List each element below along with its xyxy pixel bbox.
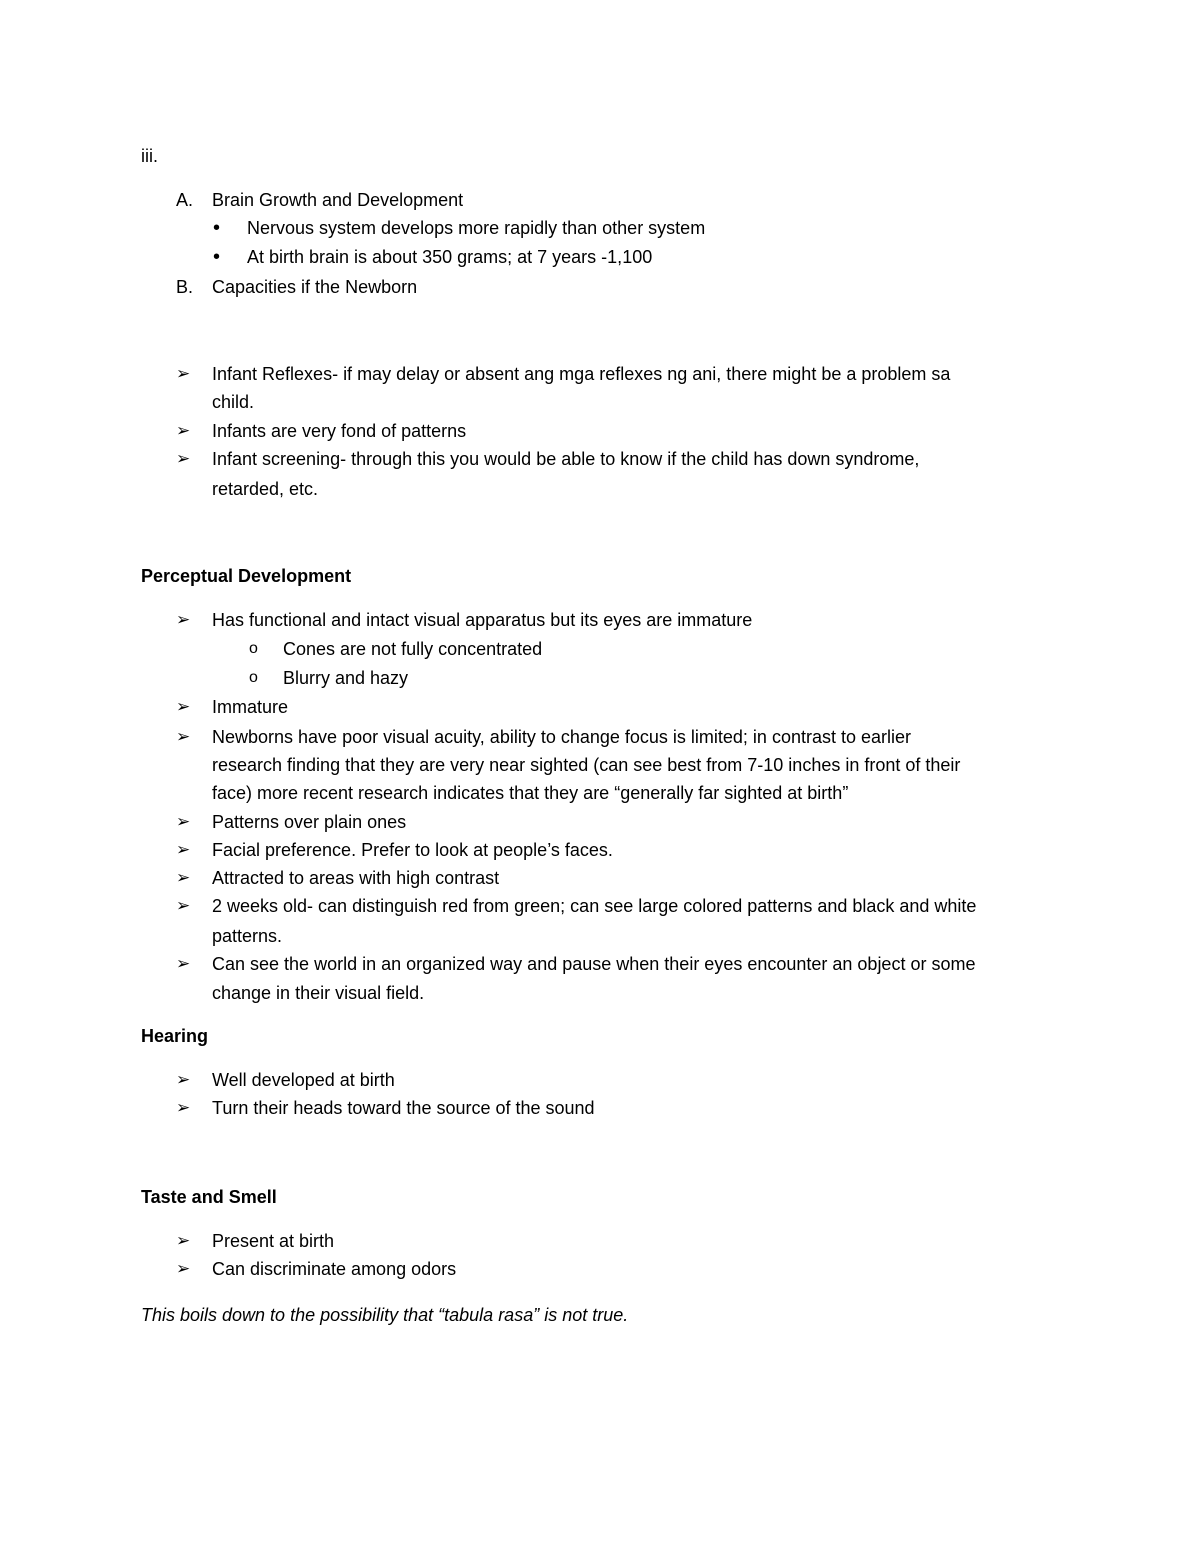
- perceptual-subitem: Blurry and hazy: [283, 668, 409, 688]
- arrow-bullet-icon: ➢: [176, 812, 191, 832]
- arrow-bullet-icon: ➢: [176, 868, 191, 888]
- newborn-item-text: child.: [212, 392, 255, 412]
- hearing-item-text: Well developed at birth: [212, 1070, 395, 1090]
- perceptual-item-text: Newborns have poor visual acuity, ability to change focus is limited; in contrast to earlier: [212, 727, 912, 747]
- perceptual-item-text: Patterns over plain ones: [212, 812, 407, 832]
- section-a-title: Brain Growth and Development: [212, 190, 464, 210]
- perceptual-item-text: face) more recent research indicates that they are “generally far sighted at birth”: [212, 783, 849, 803]
- perceptual-subitem: Cones are not fully concentrated: [283, 639, 543, 659]
- closing-statement: This boils down to the possibility that “tabula rasa” is not true.: [141, 1305, 629, 1325]
- taste-smell-item-text: Present at birth: [212, 1231, 335, 1251]
- section-a-letter: A.: [176, 190, 194, 210]
- arrow-bullet-icon: ➢: [176, 1259, 191, 1279]
- perceptual-item-text: change in their visual field.: [212, 983, 425, 1003]
- dot-bullet-icon: •: [213, 246, 221, 268]
- newborn-item-text: retarded, etc.: [212, 479, 319, 499]
- arrow-bullet-icon: ➢: [176, 896, 191, 916]
- perceptual-item-text: Immature: [212, 697, 289, 717]
- perceptual-item-text: patterns.: [212, 926, 283, 946]
- arrow-bullet-icon: ➢: [176, 954, 191, 974]
- section-b-title: Capacities if the Newborn: [212, 277, 418, 297]
- arrow-bullet-icon: ➢: [176, 727, 191, 747]
- perceptual-item-text: Has functional and intact visual apparatus but its eyes are immature: [212, 610, 753, 630]
- hearing-heading: Hearing: [141, 1026, 209, 1046]
- roman-heading: iii.: [141, 146, 158, 166]
- arrow-bullet-icon: ➢: [176, 1098, 191, 1118]
- arrow-bullet-icon: ➢: [176, 840, 191, 860]
- perceptual-item-text: Attracted to areas with high contrast: [212, 868, 500, 888]
- newborn-item-text: Infants are very fond of patterns: [212, 421, 467, 441]
- section-a-bullet: Nervous system develops more rapidly than other system: [247, 218, 706, 238]
- arrow-bullet-icon: ➢: [176, 449, 191, 469]
- arrow-bullet-icon: ➢: [176, 610, 191, 630]
- perceptual-item-text: Can see the world in an organized way and pause when their eyes encounter an object or some: [212, 954, 976, 974]
- circle-bullet-icon: o: [249, 640, 258, 657]
- newborn-item-text: Infant Reflexes- if may delay or absent ang mga reflexes ng ani, there might be a problem sa: [212, 364, 951, 384]
- perceptual-heading: Perceptual Development: [141, 566, 352, 586]
- circle-bullet-icon: o: [249, 669, 258, 686]
- arrow-bullet-icon: ➢: [176, 1070, 191, 1090]
- arrow-bullet-icon: ➢: [176, 421, 191, 441]
- arrow-bullet-icon: ➢: [176, 697, 191, 717]
- hearing-item-text: Turn their heads toward the source of the sound: [212, 1098, 595, 1118]
- taste-smell-heading: Taste and Smell: [141, 1187, 277, 1207]
- arrow-bullet-icon: ➢: [176, 1231, 191, 1251]
- perceptual-item-text: 2 weeks old- can distinguish red from green; can see large colored patterns and black and white: [212, 896, 977, 916]
- section-a-bullet: At birth brain is about 350 grams; at 7 years -1,100: [247, 247, 653, 267]
- perceptual-item-text: Facial preference. Prefer to look at people’s faces.: [212, 840, 613, 860]
- section-b-letter: B.: [176, 277, 194, 297]
- dot-bullet-icon: •: [213, 217, 221, 239]
- perceptual-item-text: research finding that they are very near sighted (can see best from 7-10 inches in front of their: [212, 755, 961, 775]
- newborn-item-text: Infant screening- through this you would be able to know if the child has down syndrome,: [212, 449, 920, 469]
- taste-smell-item-text: Can discriminate among odors: [212, 1259, 457, 1279]
- arrow-bullet-icon: ➢: [176, 364, 191, 384]
